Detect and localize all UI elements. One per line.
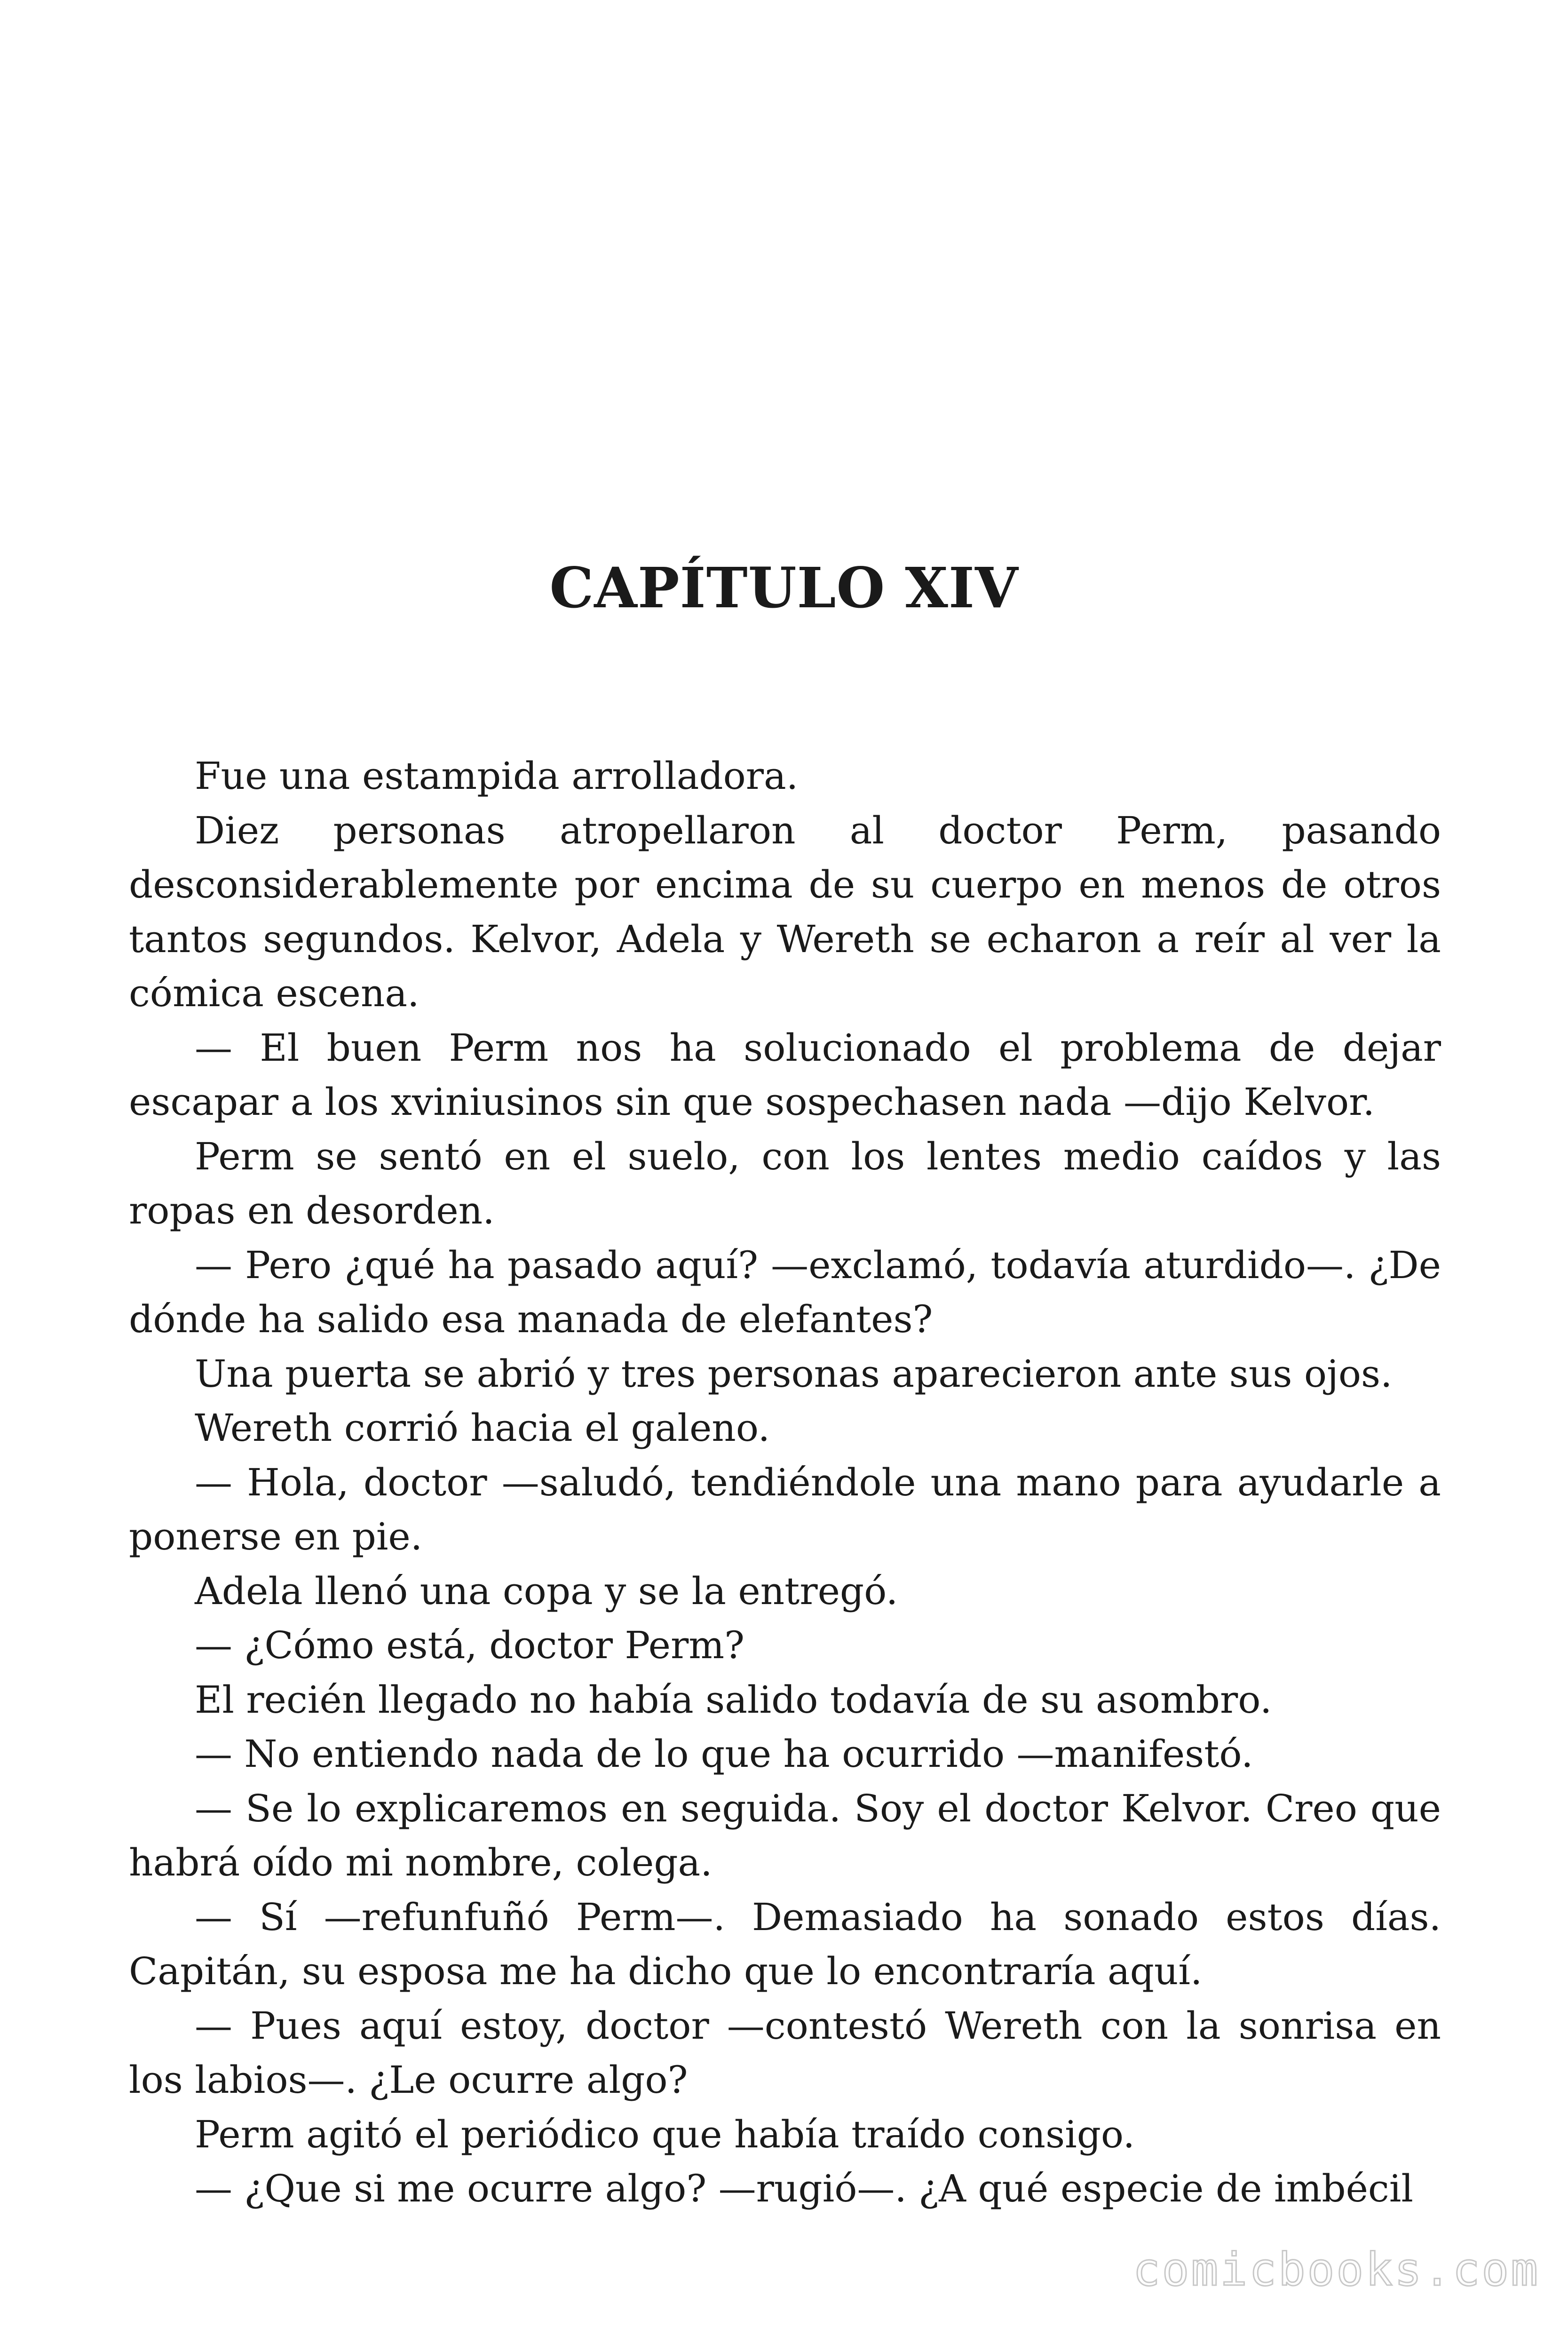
paragraph: — Pues aquí estoy, doctor —contestó Wereth con la sonrisa en los labios—. ¿Le ocurre algo?: [129, 2003, 1441, 2102]
paragraph: — No entiendo nada de lo que ha ocurrido —manifestó.: [195, 1732, 1253, 1776]
paragraph: Perm se sentó en el suelo, con los lentes medio caídos y las ropas en desorden.: [129, 1134, 1441, 1232]
paragraph: Fue una estampida arrolladora.: [195, 754, 799, 798]
paragraph: Adela llenó una copa y se la entregó.: [195, 1569, 898, 1613]
paragraph: — ¿Cómo está, doctor Perm?: [195, 1623, 744, 1667]
paragraph: El recién llegado no había salido todavía de su asombro.: [195, 1677, 1272, 1722]
paragraph: Una puerta se abrió y tres personas aparecieron ante sus ojos.: [195, 1351, 1393, 1396]
paragraph: Wereth corrió hacia el galeno.: [195, 1406, 770, 1450]
paragraph: — ¿Que si me ocurre algo? —rugió—. ¿A qué especie de imbécil: [195, 2167, 1413, 2210]
paragraph: — Pero ¿qué ha pasado aquí? —exclamó, todavía aturdido—. ¿De dónde ha salido esa manada de elefantes?: [129, 1243, 1441, 1341]
watermark: comicbooks.com: [1132, 2243, 1540, 2296]
chapter-body: [129, 749, 1441, 2216]
paragraph: — Sí —refunfuñó Perm—. Demasiado ha sonado estos días. Capitán, su esposa me ha dicho que lo encontraría aquí.: [129, 1895, 1441, 1993]
paragraph: Diez personas atropellaron al doctor Perm, pasando desconsiderablemente por encima de su cuerpo en menos de otros tantos segundos. Kelvor, Adela y Wereth se echaron a reír al ver la cómica escena.: [129, 808, 1441, 1015]
paragraph: — Hola, doctor —saludó, tendiéndole una mano para ayudarle a ponerse en pie.: [129, 1460, 1441, 1558]
paragraph: Perm agitó el periódico que había traído consigo.: [195, 2112, 1135, 2156]
paragraph: — Se lo explicaremos en seguida. Soy el doctor Kelvor. Creo que habrá oído mi nombre, colega.: [129, 1786, 1441, 1884]
chapter-title: CAPÍTULO XIV: [549, 555, 1019, 620]
paragraph: — El buen Perm nos ha solucionado el problema de dejar escapar a los xviniusinos sin que sospechasen nada —dijo Kelvor.: [129, 1025, 1441, 1124]
